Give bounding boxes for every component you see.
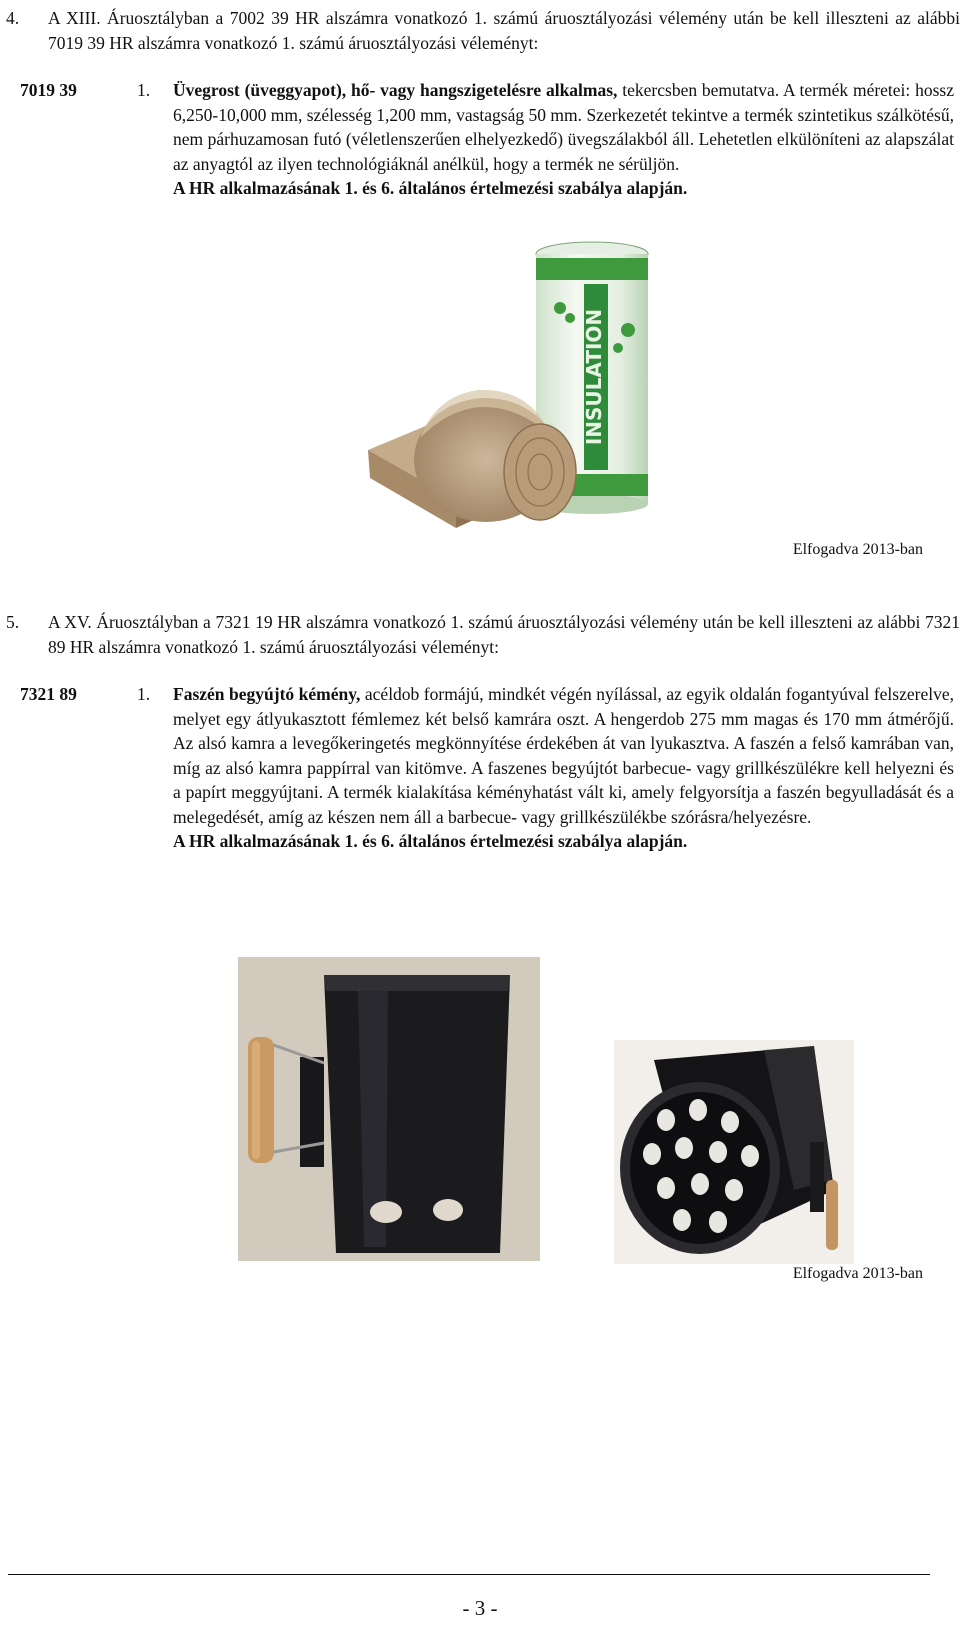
classification-basis: A HR alkalmazásának 1. és 6. általános értelmezési szabálya alapján. bbox=[173, 831, 688, 851]
insulation-label: INSULATION bbox=[582, 308, 606, 446]
product-description bbox=[173, 78, 954, 201]
cn-code: 7019 39 bbox=[20, 80, 77, 100]
section-intro-text: A XV. Áruosztályban a 7321 19 HR alszámra vonatkozó 1. számú áruosztályozási vélemény után be kell illeszteni az alábbi 7321 89 HR alszámra vonatkozó 1. számú áruosztályozási véleményt: bbox=[48, 612, 960, 657]
item-number: 1. bbox=[137, 80, 151, 100]
insulation-roll-image bbox=[360, 238, 660, 530]
section-intro-text: A XIII. Áruosztályban a 7002 39 HR alszámra vonatkozó 1. számú áruosztályozási vélemény után be kell illeszteni az alábbi 7019 39 HR alszámra vonatkozó 1. számú áruosztályozási véleményt: bbox=[48, 8, 960, 53]
section-number: 5. bbox=[6, 612, 20, 632]
page-number: - 3 - bbox=[462, 1596, 498, 1620]
product-name: Faszén begyújtó kémény, bbox=[173, 684, 361, 704]
product-name: Üvegrost (üveggyapot), hő- vagy hangszigetelésre alkalmas, bbox=[173, 80, 618, 100]
chimney-starter-side-image bbox=[238, 957, 540, 1261]
accepted-note: Elfogadva 2013-ban bbox=[792, 1265, 923, 1282]
chimney-starter-inside-image bbox=[614, 1040, 854, 1264]
description-text: acéldob formájú, mindkét végén nyílással, az egyik oldalán fogantyúval felszerelve, melyet egy átlyukasztott fémlemez két belső kamrára oszt. A hengerdob 275 mm magas és 170 mm átmérőjű. Az alsó kamra a levegőkeringetés megkönnyítése érdekében át van lyukasztva. A faszén a felső kamrában van, míg az alsó kamra pappírral van kitömve. A faszenes begyújtót barbecue- vagy grillkészülékre kell helyezni és a papírt meggyújtani. A termék kialakítása kéményhatást vált ki, amely felgyorsítja a faszén begyulladását és a melegedését, amíg az készen nem áll a barbecue- vagy grillkészülékbe szórásra/helyezésre. bbox=[173, 684, 954, 827]
description-text: tekercsben bemutatva. A termék méretei: hossz 6,250-10,000 mm, szélesség 1,200 mm, vastagság 50 mm. Szerkezetét tekintve a termék szintetikus szálkötésű, nem párhuzamosan futó (véletlenszerűen elhelyezkedő) üvegszálakból áll. Lehetetlen elkülöníteni az alapszálat az anyagtól az ilyen technológiáknál anélkül, hogy a termék ne sérüljön. bbox=[173, 80, 954, 174]
item-number: 1. bbox=[137, 684, 151, 704]
accepted-note: Elfogadva 2013-ban bbox=[792, 541, 923, 558]
section-number: 4. bbox=[6, 8, 20, 28]
footer-rule bbox=[8, 1574, 930, 1575]
classification-basis: A HR alkalmazásának 1. és 6. általános értelmezési szabálya alapján. bbox=[173, 178, 688, 198]
product-description bbox=[173, 682, 954, 854]
cn-code: 7321 89 bbox=[20, 684, 77, 704]
